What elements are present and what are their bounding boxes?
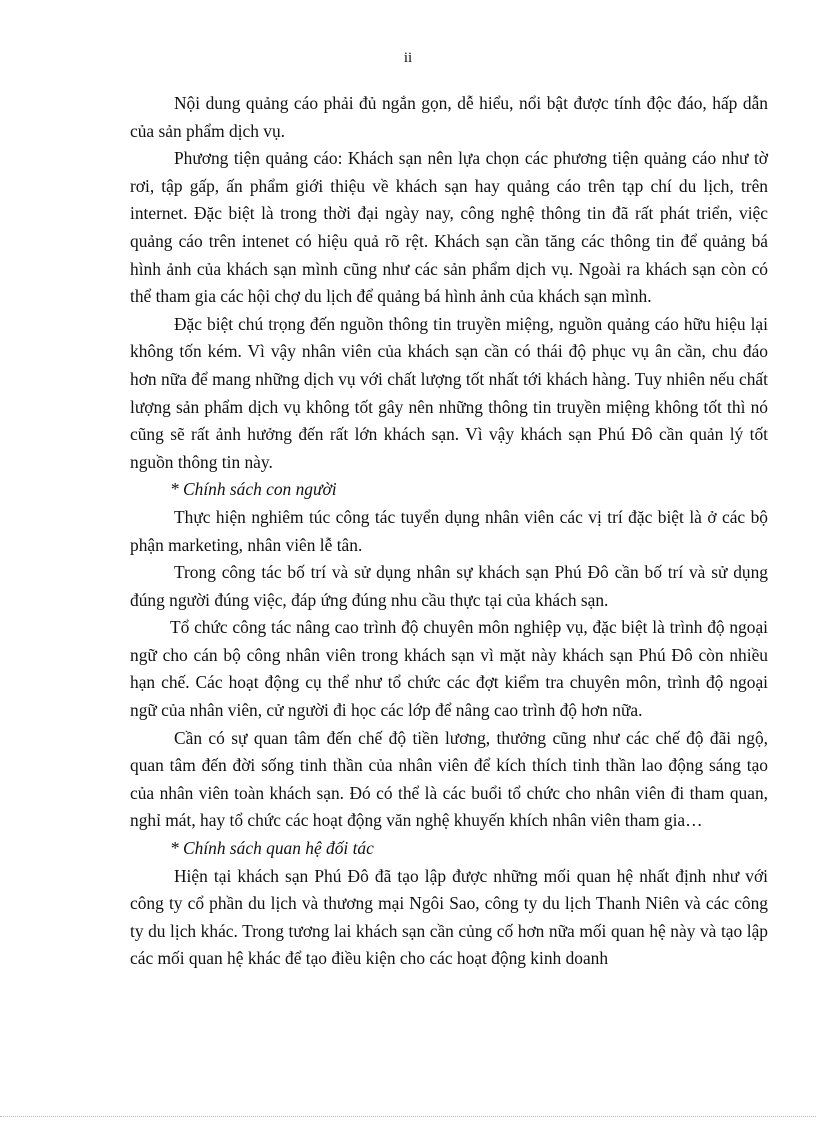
paragraph-staff-allocation: Trong công tác bố trí và sử dụng nhân sự khách sạn Phú Đô cần bố trí và sử dụng đúng người đúng việc, đáp ứng đúng nhu cầu thực tại của khách sạn. — [130, 562, 768, 610]
paragraph-recruitment: Thực hiện nghiêm túc công tác tuyển dụng nhân viên các vị trí đặc biệt là ở các bộ phận marketing, nhân viên lễ tân. — [130, 506, 768, 555]
paragraph-ad-content: Nội dung quảng cáo phải đủ ngắn gọn, dễ hiểu, nổi bật được tính độc đáo, hấp dẫn của sản phẩm dịch vụ. — [130, 93, 768, 141]
body-text — [130, 90, 768, 973]
paragraph-partnerships: Hiện tại khách sạn Phú Đô đã tạo lập được những mối quan hệ nhất định như với công ty cổ phần du lịch và thương mại Ngôi Sao, công ty du lịch Thanh Niên và các công ty du lịch khác. Trong tương lai khách sạn cần củng cố hơn nữa mối quan hệ này và tạo lập các mối quan hệ khác để tạo điều kiện cho các hoạt động kinh doanh — [130, 865, 768, 969]
page-bottom-rule — [0, 1116, 816, 1117]
heading-partner-policy: * Chính sách quan hệ đối tác — [170, 838, 374, 859]
heading-people-policy: * Chính sách con người — [170, 479, 337, 500]
paragraph-word-of-mouth: Đặc biệt chú trọng đến nguồn thông tin truyền miệng, nguồn quảng cáo hữu hiệu lại không tốn kém. Vì vậy nhân viên của khách sạn cần có thái độ phục vụ ân cần, chu đáo hơn nữa để mang những dịch vụ với chất lượng tốt nhất tới khách hàng. Tuy nhiên nếu chất lượng sản phẩm dịch vụ không tốt gây nên những thông tin truyền miệng không tốt thì nó cũng sẽ rất ảnh hưởng đến rất lớn khách sạn. Vì vậy khách sạn Phú Đô cần quản lý tốt nguồn thông tin này. — [130, 313, 768, 472]
paragraph-ad-media: Phương tiện quảng cáo: Khách sạn nên lựa chọn các phương tiện quảng cáo như tờ rơi, tập gấp, ấn phẩm giới thiệu về khách sạn hay quảng cáo trên tạp chí du lịch, trên internet. Đặc biệt là trong thời đại ngày nay, công nghệ thông tin đã rất phát triển, việc quảng cáo trên intenet có hiệu quả rõ rệt. Khách sạn cần tăng các thông tin để quảng bá hình ảnh của khách sạn mình cũng như các sản phẩm dịch vụ. Ngoài ra khách sạn còn có thể tham gia các hội chợ du lịch để quảng bá hình ảnh của khách sạn mình. — [130, 148, 768, 307]
page-number: ii — [403, 50, 413, 66]
paragraph-compensation: Cần có sự quan tâm đến chế độ tiền lương, thưởng cũng như các chế độ đãi ngộ, quan tâm đến đời sống tinh thần của nhân viên để kích thích tinh thần lao động sáng tạo của nhân viên toàn khách sạn. Đó có thể là các buổi tổ chức cho nhân viên đi tham quan, nghỉ mát, hay tổ chức các hoạt động văn nghệ khuyến khích nhân viên tham gia… — [130, 727, 768, 831]
paragraph-training: Tổ chức công tác nâng cao trình độ chuyên môn nghiệp vụ, đặc biệt là trình độ ngoại ngữ cho cán bộ công nhân viên trong khách sạn vì mặt này khách sạn Phú Đô còn nhiều hạn chế. Các hoạt động cụ thể như tổ chức các đợt kiểm tra chuyên môn, trình độ ngoại ngữ của nhân viên, cử người đi học các lớp để nâng cao trình độ hơn nữa. — [130, 617, 768, 721]
